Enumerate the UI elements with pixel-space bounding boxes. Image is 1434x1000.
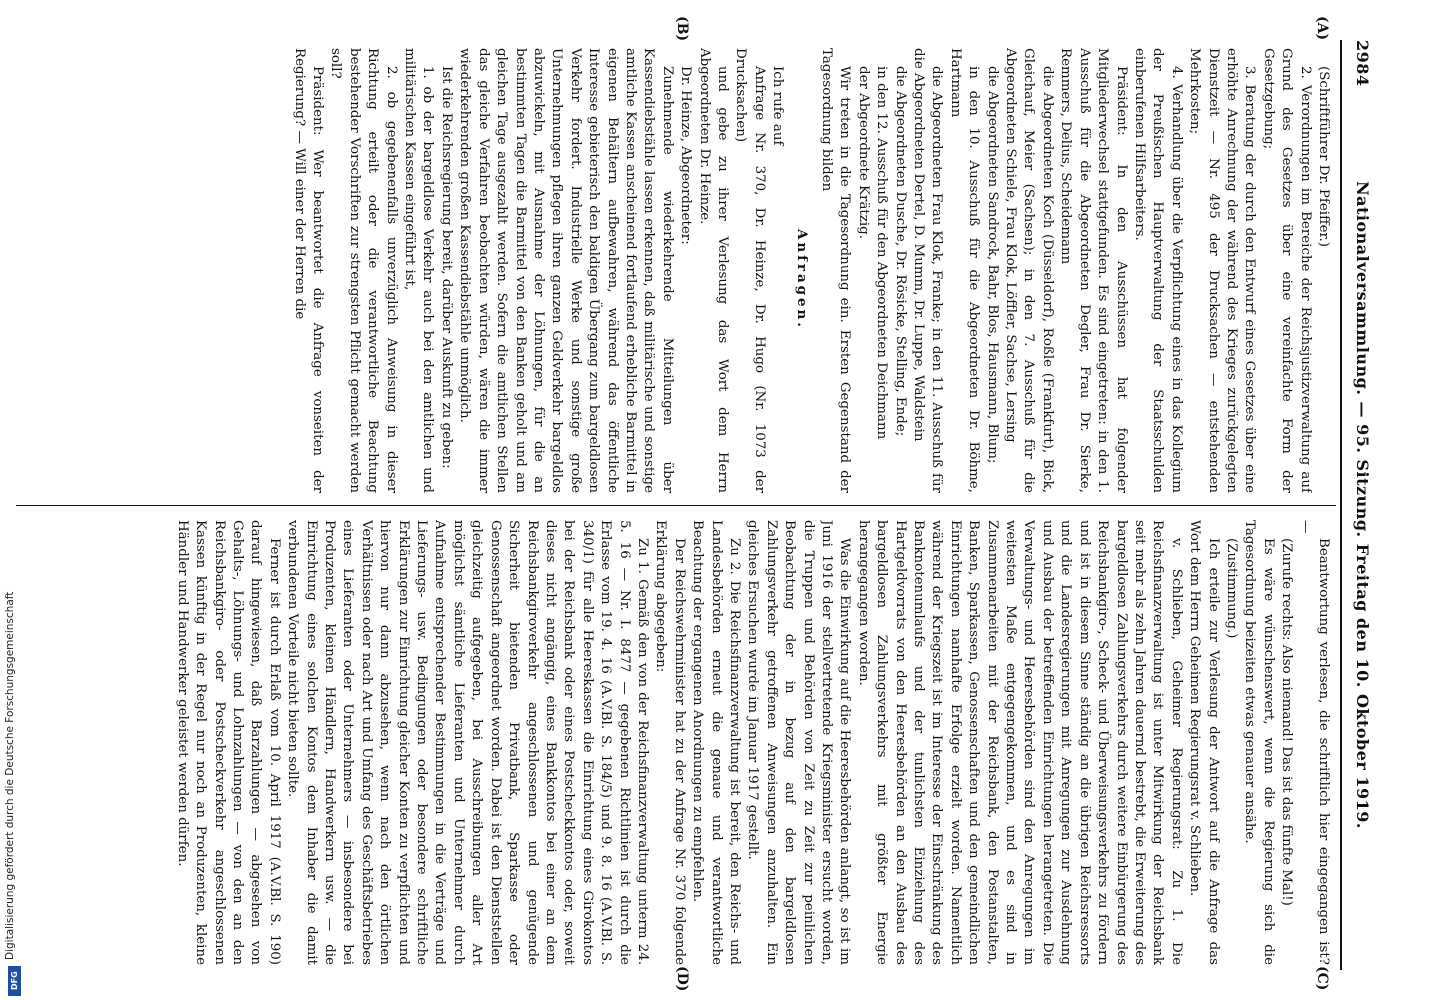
paragraph: Der Reichswehrminister hat zu der Anfrage Nr. 370 folgende Erklärung abgegeben: [653,520,687,965]
margin-letter-b: (B) [674,16,690,42]
paragraph: (Zurufe rechts: Also niemand! Das ist das fünfte Mal!) [1279,538,1295,906]
paragraph: der Abgeordnete Krätzig. [855,66,871,239]
paragraph: 2. Verordnungen im Bereiche der Reichsjustizverwaltung auf Grund des Gesetzes über eine vereinfachte Form der Gesetzgebung; [1260,48,1313,493]
paragraph: Beantwortung verlesen, die schriftlich hier eingegangen ist? — [1297,520,1331,965]
left-column [12,48,1332,493]
paragraph: Wir treten in die Tagesordnung ein. Ersten Gegenstand der Tagesordnung bilden [819,48,853,493]
running-title: Nationalversammlung. — 95. Sitzung. Freitag den 10. Oktober 1919. [1353,180,1372,829]
paragraph: Präsident: Wer beantwortet die Anfrage vonseiten der Regierung? — Will einer der Herren die [291,48,326,493]
paragraph: Es wäre wünschenswert, wenn die Regierung sich die Tagesordnung beizeiten etwas genauer ansähe. [1242,520,1276,965]
paragraph: Ist die Reichsregierung bereit, darüber Auskunft zu geben: [438,66,454,469]
right-column [12,520,1332,965]
paragraph: Zu 2. Die Reichsfinanzverwaltung ist bereit, den Reichs- und Landesbehörden erneut die genaue und verantwortliche Beachtung der ergangenen Anordnungen zu empfehlen. [690,520,742,965]
column-divider [16,505,1336,506]
margin-letter-c: (C) [1314,966,1330,991]
margin-letter-d: (D) [674,966,690,992]
paragraph: Zu 1. Gemäß den von der Reichsfinanzverwaltung unterm 24. 5. 16 — Nr. I. 8477 — gegebenen Richtlinien ist durch die Erlasse vom 19. 4. 16 (A.V.Bl. S. 184/5) und 9. 8. 16 (A.V.Bl. S. 340/1) für alle Heereskassen die Einrichtung eines Girokontos bei der Reichsbank oder eines Postscheckkontos oder, soweit dieses nicht angängig, eines Bankkontos bei einer an dem Reichsbankgiroverkehr angeschlossenen und genügende Sicherheit bietenden Privatbank, Sparkasse oder Genossenschaft angeordnet worden. Dabei ist den Dienststellen gleichzeitig aufgegeben, bei Ausschreibungen aller Art möglichst sämtliche Lieferanten und Unternehmer durch Aufnahme entsprechender Bestimmungen in die Verträge und Lieferungs- usw. Bedingungen oder besondere schriftliche Erklärungen zur Einrichtung gleicher Konten zu verpflichten und hiervon nur dann abzusehen, wenn nach den örtlichen Verhältnissen oder nach Art und Umfang des Geschäftsbetriebes eines Lieferanten oder Unternehmers — insbesondere bei Produzenten, kleinen Händlern, Handwerkern usw. — die Einrichtung eines solchen Kontos dem Inhaber die damit verbundenen Vorteile nicht bieten sollte. [285,520,650,965]
paragraph: Ich erteile zur Verlesung der Antwort auf die Anfrage das Wort dem Herrn Geheimen Regierungsrat v. Schlieben. [1187,520,1221,965]
paragraph: Zunehmende wiederkehrende Mitteilungen über Kassendiebstähle lassen erkennen, daß militärische und sonstige amtliche Kassen anscheinend fortlaufend erhebliche Barmittel in eigenen Behältern aufbewahren, während das öffentliche Interesse gebieterisch den baldigen Übergang zum bargeldlosen Verkehr fordert. Industrielle Werke und sonstige große Unternehmungen pflegen ihren ganzen Geldverkehr bargeldlos abzuwickeln, mit Ausnahme der Löhnungen, für die an bestimmten Tagen die Barmittel von den Banken geholt und am gleichen Tage ausgezahlt werden. Sofern die amtlichen Stellen das gleiche Verfahren beobachten würden, wären die immer wiederkehrenden großen Kassendiebstähle unmöglich. [457,48,675,493]
paragraph: Was die Einwirkung auf die Heeresbehörden anlangt, so ist im Juni 1916 der stellvertretende Kriegsminister ersucht worden, die Truppen und Behörden von Zeit zu Zeit zur peinlichen Beobachtung der in bezug auf den bargeldlosen Zahlungsverkehr getroffenen Anweisungen anzuhalten. Ein gleiches Ersuchen wurde im Januar 1917 gestellt. [745,520,853,965]
paragraph: die Abgeordneten Koch (Düsseldorf), Roßle (Frankfurt), Bick, Gleichauf, Meier (Sachsen); in den 7. Ausschuß für die Abgeordneten Schiele, Frau Klok, Löffler, Sachse, Lersing [1003,48,1055,493]
paragraph: die Abgeordneten Dusche, Dr. Rösicke, Stelling, Ende; [892,66,908,437]
paragraph: Präsident: In den Ausschüssen hat folgender Mitgliederwechsel stattgefunden. Es sind eingetreten: in den 1. Ausschuß für die Abgeordneten Degler, Frau Dr. Sierke, Remmers, Delius, Scheidemann [1058,48,1129,493]
paragraph: 2. ob gegebenenfalls unverzüglich Anweisung in dieser Richtung erteilt oder die verantwortliche Beachtung bestehender Vorschriften zur strengsten Pflicht gemacht werden soll? [328,48,399,493]
paragraph: und gebe zu ihrer Verlesung das Wort dem Herrn Abgeordneten Dr. Heinze. [696,48,730,493]
paragraph: (Schriftführer Dr. Pfeiffer.) [1316,66,1331,247]
paragraph: Dr. Heinze, Abgeordneter: [678,66,694,245]
paragraph: die Abgeordneten Frau Klok, Franke; in den 11. Ausschuß für die Abgeordneten Dertel, D. Mumm, Dr. Luppe, Waldstein [911,48,945,493]
paragraph: v. Schlieben, Geheimer Regierungsrat: Zu 1. Die Reichsfinanzverwaltung ist unter Mitwirkung der Reichsbank seit mehr als zehn Jahren dauernd bestrebt, die Erweiterung des bargeldlosen Zahlungsverkehrs durch weitere Einbürgerung des Reichsbankgiro-, Scheck- und Überweisungsverkehrs zu fördern und ist in diesem Sinne ständig an die übrigen Reichsressorts und die Landesregierungen mit Anregungen zur Ausdehnung und Ausbau der betreffenden Einrichtungen herangetreten. Die Verwaltungs- und Heeresbehörden sind den Anregungen im weitesten Maße entgegengekommen, und es sind in Zusammenarbeiten mit der Reichsbank, den Postanstalten, Banken, Sparkassen, Genossenschaften und den gemeindlichen Einrichtungen namhafte Erfolge erzielt worden. Namentlich während der Kriegszeit ist im Interesse der Einschränkung des Banknotenumlaufs und der tunlichsten Einziehung des Hartgeldvorrats von den Heeresbehörden an den Ausbau des bargeldlosen Zahlungsverkehrs mit größter Energie herangegangen worden. [855,520,1184,965]
section-heading: Anfragen. [793,229,810,330]
digitization-credit [0,0,19,1000]
paragraph: (Zustimmung.) [1223,538,1239,639]
paragraph: in den 10. Ausschuß für die Abgeordneten Dr. Böhme, Hartmann [947,48,982,493]
page-header [1342,40,1372,970]
paragraph: 4. Verhandlung über die Verpflichtung eines in das Kollegium der Preußischen Hauptverwaltung der Staatsschulden einberufenen Hilfsarbeiters. [1131,48,1184,493]
paragraph: die Abgeordneten Sandrock, Bahr, Blos, Hausmann, Blum; [984,66,1000,464]
paragraph: in den 12. Ausschuß für den Abgeordneten Deichmann [874,66,890,440]
header-rule [1340,40,1342,970]
paragraph: Anfrage Nr. 370, Dr. Heinze, Dr. Hugo (Nr. 1073 der Drucksachen) [733,48,767,493]
paragraph: 1. ob der bargeldlose Verkehr auch bei den amtlichen und militärischen Kassen eingeführt ist, [402,48,436,493]
margin-letter-a: (A) [1314,16,1330,41]
credit-text: Digitalisierung gefördert durch die Deutsche Forschungsgemeinschaft [4,591,16,960]
paragraph: Ich rufe auf [770,66,786,146]
paragraph: 3. Beratung der durch den Entwurf eines Gesetzes über eine erhöhte Anrechnung der während des Krieges zurückgelegten Dienstzeit — Nr. 495 der Drucksachen — entstehenden Mehrkosten; [1187,48,1258,493]
dfg-logo-icon: DFG [8,966,21,996]
paragraph: Ferner ist durch Erlaß vom 10. April 1917 (A.V.Bl. S. 190) darauf hingewiesen, daß Barzahlungen — abgesehen von Gehalts-, Löhnungs- und Lohnzahlungen — von den an den Reichsbankgiro- oder Postscheckverkehr angeschlossenen Kassen künftig in der Regel nur noch an Produzenten, kleine Händler und Handwerker geleistet werden dürfen. [174,520,282,965]
page-number: 2984 [1353,40,1372,87]
